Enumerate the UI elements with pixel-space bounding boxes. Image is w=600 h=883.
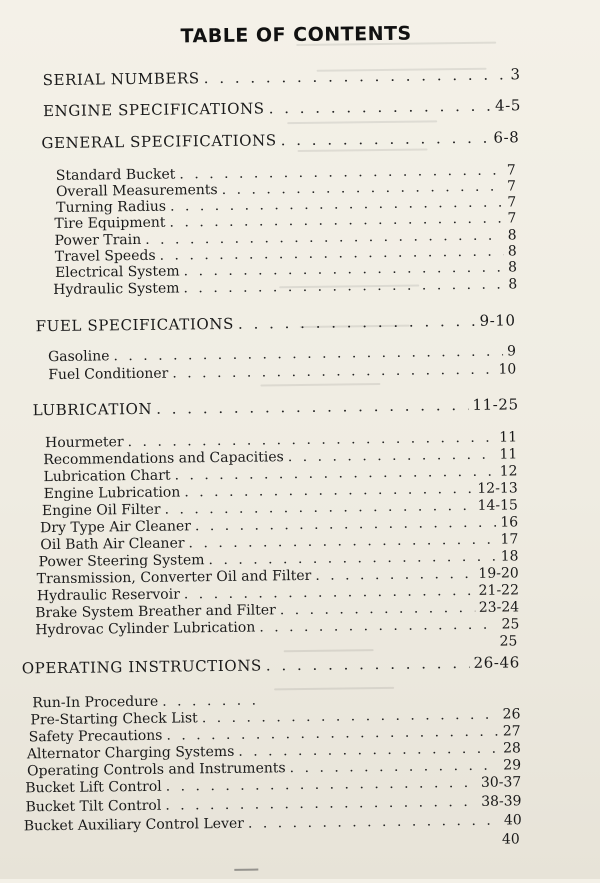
toc-item-page: 10	[498, 361, 517, 378]
toc-item-label: Electrical System	[54, 263, 180, 281]
toc-item-label: Engine Lubrication	[43, 484, 181, 503]
dot-leader	[259, 617, 497, 636]
toc-item-label: Hydraulic System	[53, 280, 180, 299]
toc-item-label: Hydraulic Reservoir	[36, 586, 180, 605]
toc-section-label: LUBRICATION	[32, 399, 153, 420]
toc-extra-page: 40	[501, 831, 520, 848]
toc-section-general-specifications	[41, 128, 519, 152]
toc-item-label: Hydrovac Cylinder Lubrication	[35, 619, 256, 639]
toc-item-label: Gasoline	[47, 348, 110, 366]
toc-item-page: 30-37	[480, 774, 522, 791]
toc-section-label: OPERATING INSTRUCTIONS	[21, 656, 262, 678]
dot-leader	[288, 447, 496, 466]
toc-item-page: 21-22	[478, 582, 520, 599]
toc-item-page: 11	[499, 446, 518, 463]
toc-item-label: Turning Radius	[56, 198, 167, 216]
toc-section-page: 9-10	[479, 311, 516, 330]
toc-item-label: Bucket Lift Control	[25, 778, 162, 797]
page-number-fragment	[234, 869, 258, 880]
toc-item-label: Hourmeter	[45, 434, 124, 452]
dot-leader	[290, 758, 500, 777]
dot-leader	[248, 813, 500, 832]
toc-item-label: Dry Type Air Cleaner	[40, 518, 192, 537]
toc-item-page: 8	[507, 243, 517, 260]
toc-item	[24, 812, 522, 834]
page-title: TABLE OF CONTENTS	[180, 22, 412, 48]
toc-item-page: 26	[502, 706, 521, 723]
toc-item-label: Travel Speeds	[54, 247, 156, 265]
toc-section-label: GENERAL SPECIFICATIONS	[41, 131, 277, 153]
dot-leader	[238, 741, 499, 760]
dot-leader	[165, 794, 477, 814]
toc-item-page: 16	[500, 514, 519, 531]
toc-extra-page: 25	[499, 633, 518, 650]
toc-item-page: 40	[503, 812, 522, 829]
toc-item-page: 7	[506, 162, 516, 179]
dot-leader	[166, 775, 477, 795]
toc-item-label: Bucket Auxiliary Control Lever	[23, 815, 245, 835]
dot-leader	[156, 396, 468, 418]
toc-item-label: Alternator Charging Systems	[26, 743, 235, 763]
dot-leader	[315, 566, 474, 584]
toc-section-page: 4-5	[494, 96, 522, 115]
toc-item-page: 7	[506, 178, 517, 195]
toc-item-page: 9	[506, 343, 517, 360]
toc-section-label: FUEL SPECIFICATIONS	[35, 314, 235, 336]
toc-item-page: 27	[502, 723, 521, 740]
toc-item-page: 8	[507, 259, 518, 276]
toc-section-lubrication	[33, 395, 519, 419]
toc-item-page: 18	[500, 548, 519, 565]
toc-section-fuel-specifications	[36, 311, 516, 335]
toc-item-page: 28	[502, 740, 521, 757]
toc-section-label: ENGINE SPECIFICATIONS	[42, 99, 265, 121]
toc-item-label: Safety Precautions	[28, 727, 163, 746]
toc-item-page: 23-24	[478, 599, 520, 616]
toc-item-page: 12-13	[477, 480, 518, 497]
dot-leader	[162, 693, 258, 710]
toc-item-page: 14-15	[477, 497, 518, 514]
toc-item-label: Power Steering System	[38, 552, 205, 571]
toc-item	[32, 692, 262, 711]
toc-item-label: Operating Controls and Instruments	[27, 760, 286, 780]
toc-item-label: Power Train	[54, 231, 142, 249]
toc-item-page: 29	[503, 757, 522, 774]
toc-item-label: Bucket Tilt Control	[25, 797, 162, 816]
toc-section-engine-specifications	[43, 96, 521, 120]
toc-item-label: Transmission, Converter Oil and Filter	[36, 567, 312, 588]
toc-item-label: Pre-Starting Check List	[30, 710, 198, 729]
toc-item-label: Brake System Breather and Filter	[35, 602, 276, 622]
toc-item-label: Tire Equipment	[54, 214, 166, 232]
toc-item-page: 8	[508, 276, 518, 293]
dot-leader	[238, 312, 476, 333]
toc-item-label: Recommendations and Capacities	[43, 449, 284, 469]
toc-item-page: 19-20	[478, 565, 519, 582]
toc-section-operating-instructions	[22, 653, 520, 677]
toc-item-page: 25	[501, 616, 520, 633]
dot-leader	[280, 600, 475, 618]
toc-item	[48, 361, 516, 383]
toc-item-page: 11	[499, 429, 518, 446]
dot-leader	[269, 97, 492, 118]
toc-item-label: Lubrication Chart	[43, 467, 171, 486]
toc-item-page: 7	[507, 210, 517, 227]
toc-item-label: Run-In Procedure	[32, 693, 159, 712]
toc-item-page: 12	[499, 463, 518, 480]
toc-item-page: 7	[507, 194, 517, 211]
toc-item-label: Overall Measurements	[55, 181, 218, 200]
toc-section-label: SERIAL NUMBERS	[42, 69, 200, 90]
toc-item-page: 8	[507, 227, 517, 244]
dot-leader	[266, 654, 470, 674]
toc-item-page: 17	[500, 531, 519, 548]
toc-item	[25, 793, 521, 815]
toc-section-page: 26-46	[473, 653, 520, 672]
toc-section-page: 11-25	[472, 395, 519, 414]
toc-item-label: Fuel Conditioner	[48, 365, 169, 384]
dot-leader	[113, 344, 503, 365]
dot-leader	[204, 65, 507, 87]
toc-item-label: Standard Bucket	[55, 166, 176, 184]
toc-section-page: 3	[510, 65, 521, 84]
dot-leader	[183, 276, 504, 296]
toc-section-serial-numbers	[43, 65, 521, 89]
toc-item-label: Oil Bath Air Cleaner	[40, 535, 185, 554]
dot-leader	[172, 362, 494, 382]
toc-section-page: 6-8	[493, 128, 520, 147]
dot-leader	[281, 129, 490, 150]
toc-item-page: 38-39	[481, 793, 522, 810]
toc-item-label: Engine Oil Filter	[41, 501, 161, 520]
